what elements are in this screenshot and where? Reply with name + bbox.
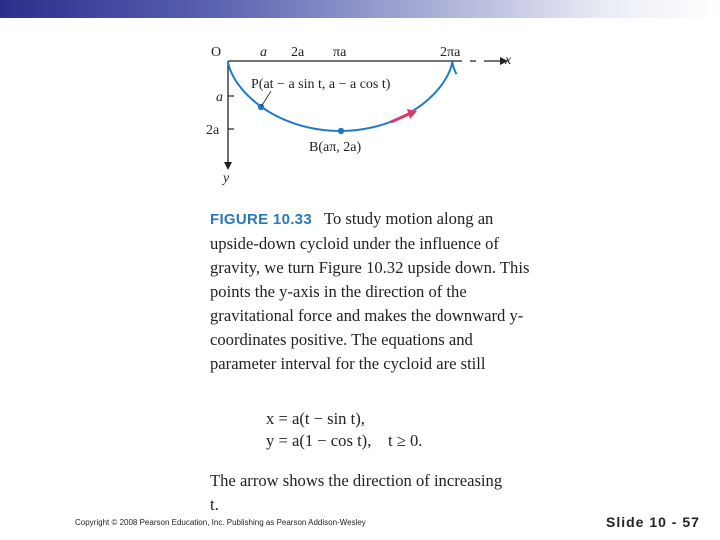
arrow-note: The arrow shows the direction of increasing t.: [210, 471, 503, 514]
title-bar-gradient: [0, 0, 720, 18]
tick-label-pia: πa: [333, 45, 347, 60]
caption-text: To study motion along an upside-down cycloid under the influence of gravity, we turn Figure 10.32 upside down. This points the y-axis in the direction of the gravitational force and makes the downward y-coordinates positive. The equations and parameter interval for the cycloid are still: [210, 209, 530, 373]
tick-label-a: a: [260, 45, 267, 60]
y-tick-label-a: a: [216, 90, 223, 105]
point-b-dot: [338, 128, 344, 134]
x-axis-label: x: [505, 53, 512, 68]
y-tick-label-2a: 2a: [206, 123, 220, 138]
equation-y: y = a(1 − cos t), t ≥ 0.: [266, 431, 423, 450]
equation-x: x = a(t − sin t),: [266, 409, 365, 428]
copyright-notice: Copyright © 2008 Pearson Education, Inc. Publishing as Pearson Addison-Wesley: [75, 518, 366, 527]
direction-arrow: [391, 114, 409, 122]
slide-number: Slide 10 - 57: [606, 514, 700, 530]
figure-caption: [210, 207, 540, 376]
origin-label: O: [211, 45, 222, 60]
point-p-leader: [261, 91, 271, 107]
cycloid-curve: [228, 61, 452, 131]
point-b-label: B(aπ, 2a): [309, 140, 362, 155]
cycloid-diagram: [195, 36, 525, 188]
cycloid-figure: [195, 36, 525, 188]
tick-label-2a: 2a: [291, 45, 305, 60]
y-axis-arrow: [224, 162, 232, 170]
tick-label-2pia: 2πa: [440, 45, 461, 60]
cycloid-equations: [266, 408, 422, 452]
cycloid-curve-next: [452, 61, 456, 74]
direction-arrowhead: [407, 109, 417, 119]
point-p-label: P(at − a sin t, a − a cos t): [251, 77, 391, 92]
y-axis-label: y: [223, 171, 230, 186]
figure-label: FIGURE 10.33: [210, 211, 312, 228]
